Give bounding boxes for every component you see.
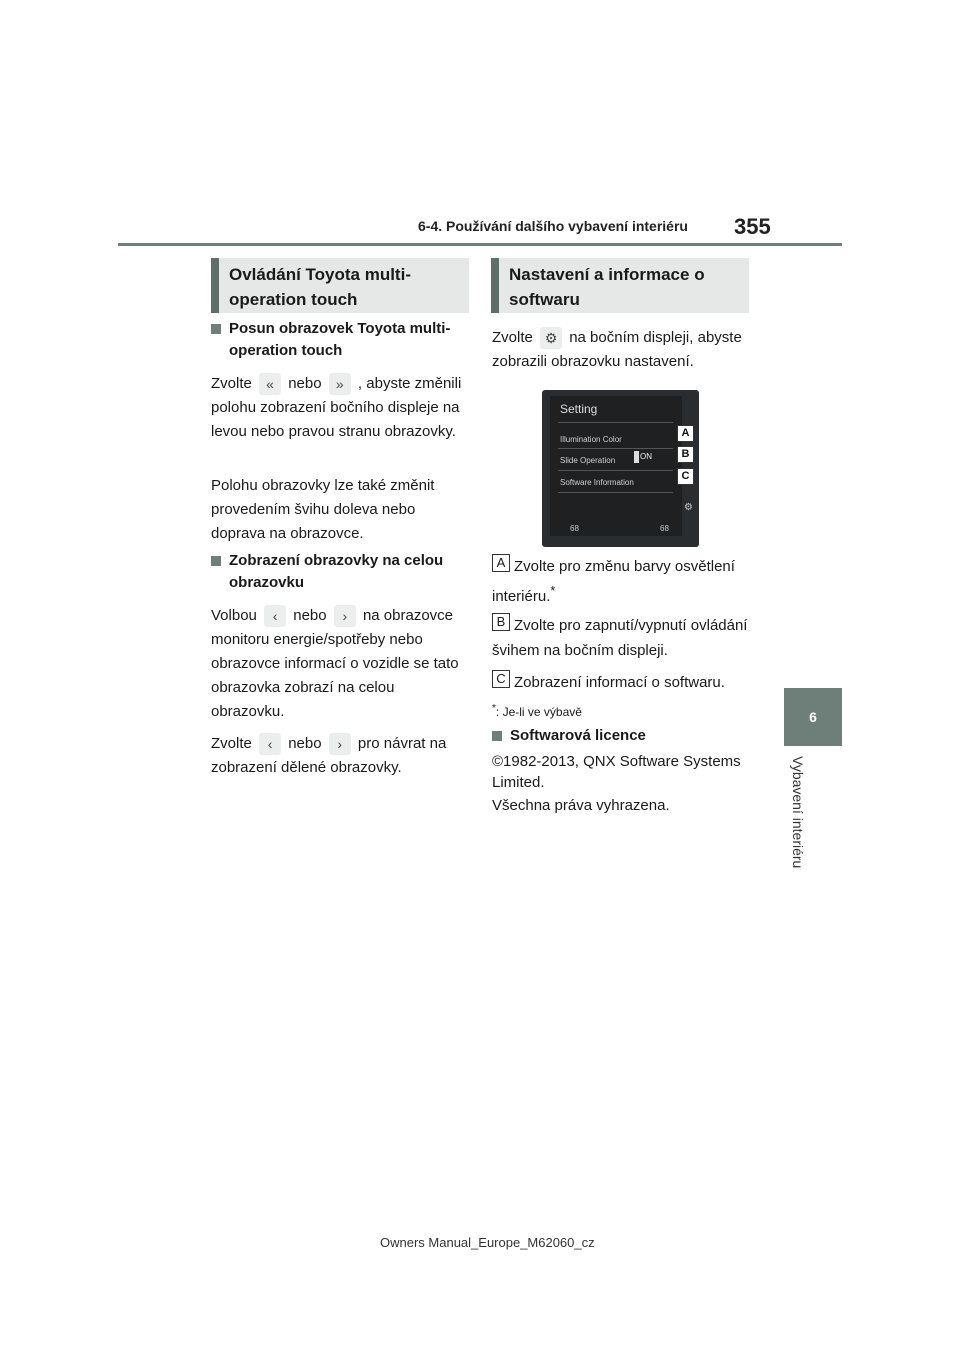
item-c: C Zobrazení informací o softwaru. (492, 670, 750, 695)
item-c-label: C (492, 670, 510, 688)
right-heading: Nastavení a informace o softwaru (491, 258, 749, 313)
license-copyright: ©1982-2013, QNX Software Systems Limited. (492, 753, 741, 791)
temp-right: 68 (660, 524, 669, 533)
left-heading: Ovládání Toyota multi-operation touch (211, 258, 469, 313)
chevron-right-icon: › (334, 605, 356, 627)
paragraph-swipe: Polohu obrazovky lze také změnit provedením švihu doleva nebo doprava na obrazovce. (211, 477, 435, 542)
menu-slide-operation: Slide Operation (560, 456, 616, 465)
toggle-knob (634, 451, 639, 463)
divider (558, 422, 673, 423)
divider (558, 448, 673, 449)
license-rights: Všechna práva vyhrazena. (492, 797, 670, 814)
double-chevron-right-icon: » (329, 373, 351, 395)
chapter-label: Vybavení interiéru (790, 756, 806, 869)
bullet-screen-shift: Posun obrazovek Toyota multi-operation touch (211, 318, 484, 362)
bullet-license: Softwarová licence (492, 725, 765, 747)
paragraph-settings: Zvolte ⚙ na bočním displeji, abyste zobrazili obrazovku nastavení. (492, 329, 742, 370)
toggle-state: ON (640, 452, 652, 461)
divider (558, 470, 673, 471)
bullet-fullscreen: Zobrazení obrazovky na celou obrazovku (211, 550, 484, 594)
chevron-left-icon: ‹ (264, 605, 286, 627)
page-number: 355 (734, 214, 771, 239)
divider (558, 492, 673, 493)
chapter-tab: 6 (784, 688, 842, 746)
menu-illumination-color: Illumination Color (560, 435, 622, 444)
settings-screen-illustration (542, 390, 699, 547)
callout-a: A (677, 425, 694, 442)
footnote: *: Je-li ve výbavě (492, 703, 582, 719)
gear-icon: ⚙ (684, 502, 693, 513)
double-chevron-left-icon: « (259, 373, 281, 395)
menu-software-information: Software Information (560, 478, 634, 487)
header-divider (118, 243, 842, 246)
callout-b: B (677, 446, 694, 463)
section-title: 6-4. Používání dalšího vybavení interiéru (418, 218, 688, 234)
paragraph-split: Zvolte ‹ nebo › pro návrat na zobrazení dělené obrazovky. (211, 735, 447, 776)
gear-icon: ⚙ (540, 327, 562, 349)
item-b: B Zvolte pro zapnutí/vypnutí ovládání švihem na bočním displeji. (492, 614, 748, 659)
callout-c: C (677, 468, 694, 485)
screen-panel (550, 396, 682, 536)
paragraph-shift: Zvolte « nebo » , abyste změnili polohu zobrazení bočního displeje na levou nebo pravou stranu obrazovky. (211, 375, 462, 440)
item-a-label: A (492, 554, 510, 572)
item-a: A Zvolte pro změnu barvy osvětlení interiéru.* (492, 555, 735, 605)
footer-manual-id: Owners Manual_Europe_M62060_cz (380, 1235, 595, 1250)
temp-left: 68 (570, 524, 579, 533)
chevron-right-icon: › (329, 733, 351, 755)
screen-title: Setting (560, 402, 598, 416)
chevron-left-icon: ‹ (259, 733, 281, 755)
item-b-label: B (492, 613, 510, 631)
paragraph-fullscreen: Volbou ‹ nebo › na obrazovce monitoru energie/spotřeby nebo obrazovce informací o vozidle se tato obrazovka zobrazí na celou obrazovku. (211, 607, 459, 720)
